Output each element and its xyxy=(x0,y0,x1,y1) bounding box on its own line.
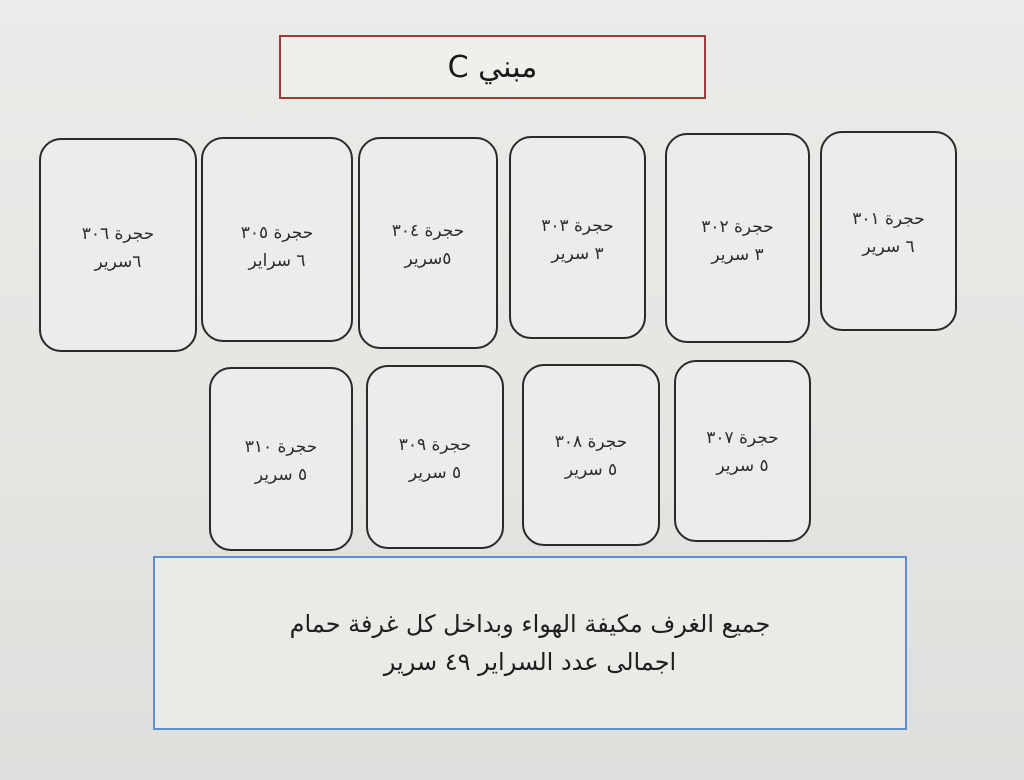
summary-box xyxy=(153,556,907,730)
room-name: حجرة ٣٠٤ xyxy=(391,221,465,241)
room-name: حجرة ٣٠٩ xyxy=(398,435,472,455)
room-name: حجرة ٣٠٦ xyxy=(81,224,155,244)
room-304 xyxy=(358,137,498,349)
room-name: حجرة ٣٠٥ xyxy=(240,223,314,243)
room-beds: ٣ سرير xyxy=(711,245,764,265)
building-title: مبني C xyxy=(447,49,538,85)
room-309 xyxy=(366,365,504,549)
building-title-box xyxy=(279,35,706,99)
room-beds: ٥ سرير xyxy=(716,456,769,476)
room-306 xyxy=(39,138,197,352)
room-307 xyxy=(674,360,811,542)
room-name: حجرة ٣٠٢ xyxy=(701,217,774,237)
room-beds: ٦ سراير xyxy=(248,251,306,271)
room-name: حجرة ٣٠٧ xyxy=(706,428,779,448)
room-301 xyxy=(820,131,957,331)
room-beds: ٣ سرير xyxy=(551,244,604,264)
room-beds: ٥سرير xyxy=(404,249,452,269)
room-name: حجرة ٣١٠ xyxy=(244,437,318,457)
room-beds: ٥ سرير xyxy=(564,460,618,480)
room-name: حجرة ٣٠١ xyxy=(852,209,925,229)
room-name: حجرة ٣٠٨ xyxy=(554,432,628,452)
room-302 xyxy=(665,133,810,343)
room-303 xyxy=(509,136,646,339)
room-name: حجرة ٣٠٣ xyxy=(541,216,614,236)
room-305 xyxy=(201,137,353,342)
room-beds: ٥ سرير xyxy=(408,463,462,483)
room-310 xyxy=(209,367,353,551)
summary-line-total-beds: اجمالى عدد السراير ٤٩ سرير xyxy=(383,648,677,676)
room-beds: ٦ سرير xyxy=(862,237,915,257)
room-308 xyxy=(522,364,660,546)
summary-line-ac-bathroom: جميع الغرف مكيفة الهواء وبداخل كل غرفة حمام xyxy=(289,610,771,638)
room-beds: ٥ سرير xyxy=(254,465,308,485)
room-beds: ٦سرير xyxy=(94,252,142,272)
